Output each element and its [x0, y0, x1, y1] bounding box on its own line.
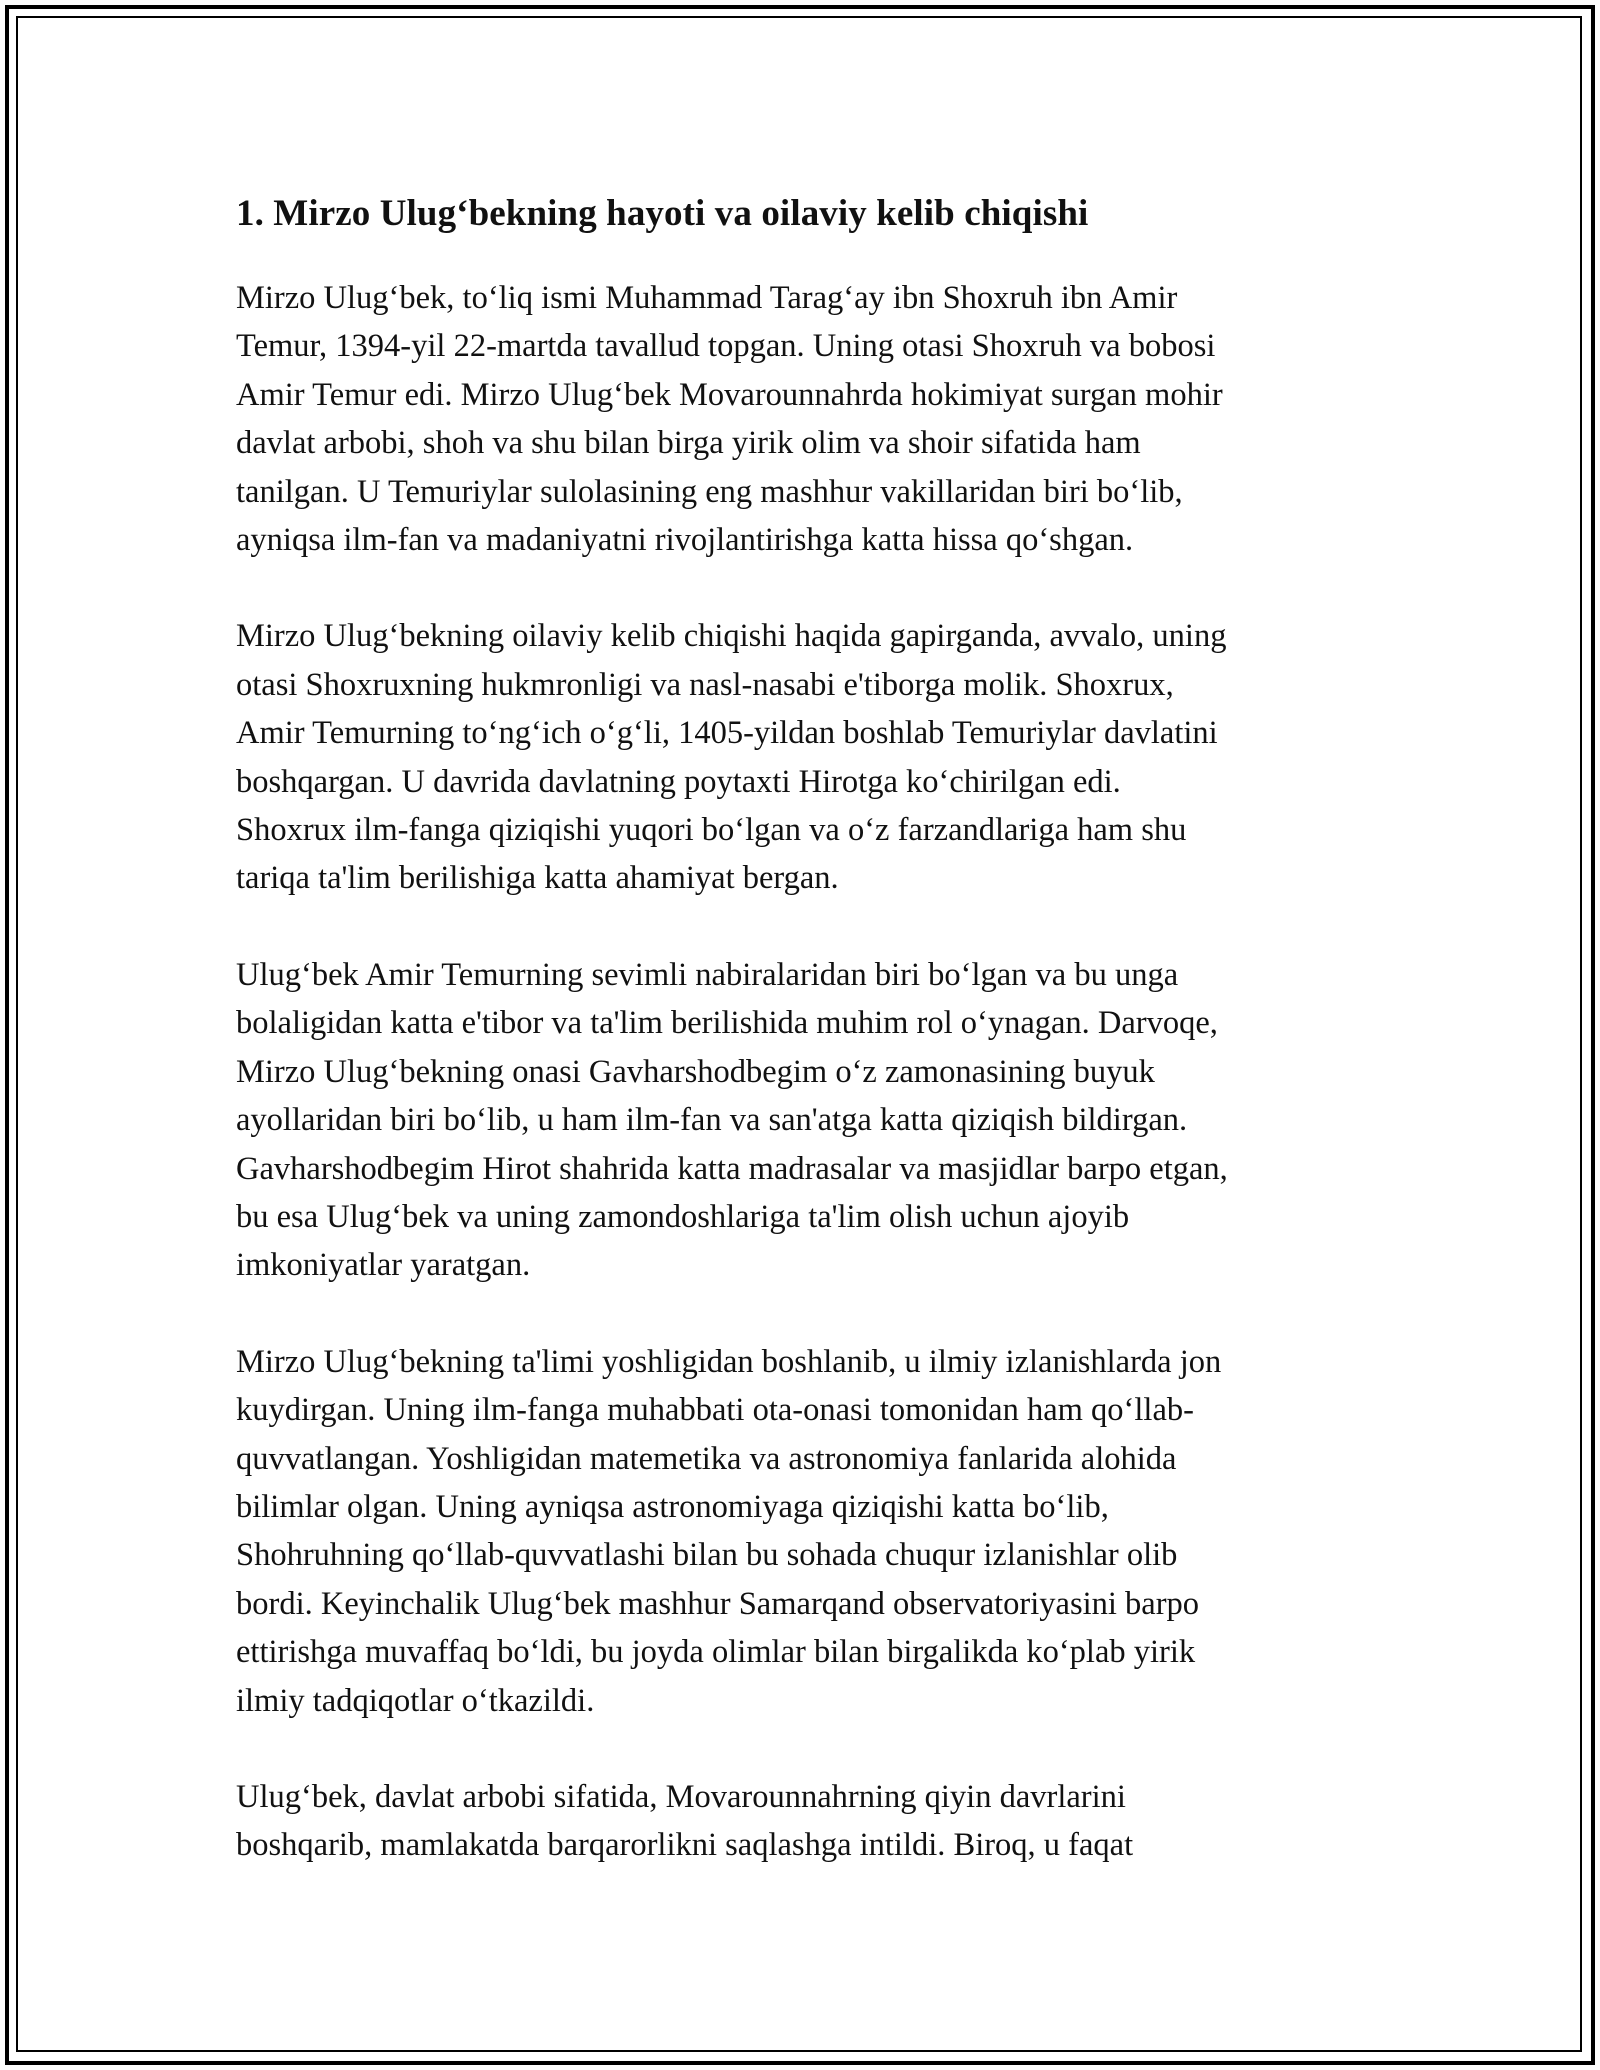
text-line: Shohruhning qo‘llab-quvvatlashi bilan bu sohada chuqur izlanishlar olib [236, 1537, 1178, 1574]
text-line: Mirzo Ulug‘bekning oilaviy kelib chiqishi haqida gapirganda, avvalo, uning [236, 618, 1227, 655]
text-line: quvvatlangan. Yoshligidan matemetika va astronomiya fanlarida alohida [236, 1440, 1177, 1477]
text-line: otasi Shoxruxning hukmronligi va nasl-nasabi e'tiborga molik. Shoxrux, [236, 666, 1174, 703]
text-line: Mirzo Ulug‘bekning onasi Gavharshodbegim o‘z zamonasining buyuk [236, 1053, 1155, 1090]
text-line: Shoxrux ilm-fanga qiziqishi yuqori bo‘lgan va o‘z farzandlariga ham shu [236, 812, 1187, 849]
paragraph-5 [236, 1773, 1366, 1870]
text-line: Amir Temur edi. Mirzo Ulug‘bek Movarounnahrda hokimiyat surgan mohir [236, 376, 1223, 413]
document-body [236, 184, 1366, 1918]
text-line: Amir Temurning to‘ng‘ich o‘g‘li, 1405-yildan boshlab Temuriylar davlatini [236, 715, 1218, 752]
text-line: ettirishga muvaffaq bo‘ldi, bu joyda olimlar bilan birgalikda ko‘plab yirik [236, 1634, 1196, 1671]
text-line: ayniqsa ilm-fan va madaniyatni rivojlantirishga katta hissa qo‘shgan. [236, 522, 1134, 559]
text-line: ilmiy tadqiqotlar o‘tkazildi. [236, 1682, 595, 1719]
paragraph-2 [236, 612, 1366, 902]
text-line: bordi. Keyinchalik Ulug‘bek mashhur Samarqand observatoriyasini barpo [236, 1585, 1200, 1622]
text-line: tanilgan. U Temuriylar sulolasining eng mashhur vakillaridan biri bo‘lib, [236, 473, 1183, 510]
text-line: Mirzo Ulug‘bekning ta'limi yoshligidan boshlanib, u ilmiy izlanishlarda jon [236, 1343, 1222, 1380]
text-line: davlat arbobi, shoh va shu bilan birga yirik olim va shoir sifatida ham [236, 425, 1141, 462]
text-line: bolaligidan katta e'tibor va ta'lim berilishida muhim rol o‘ynagan. Darvoqe, [236, 1005, 1218, 1042]
section-heading: 1. Mirzo Ulug‘bekning hayoti va oilaviy kelib chiqishi [236, 193, 1089, 234]
text-line: Mirzo Ulug‘bek, to‘liq ismi Muhammad Tarag‘ay ibn Shoxruh ibn Amir [236, 280, 1178, 316]
text-line: bilimlar olgan. Uning ayniqsa astronomiyaga qiziqishi katta bo‘lib, [236, 1488, 1109, 1525]
text-line: Ulug‘bek Amir Temurning sevimli nabiralaridan biri bo‘lgan va bu unga [236, 956, 1179, 993]
text-line: tariqa ta'lim berilishiga katta ahamiyat bergan. [236, 860, 839, 897]
text-line: ayollaridan biri bo‘lib, u ham ilm-fan va san'atga katta qiziqish bildirgan. [236, 1102, 1188, 1139]
text-line: Gavharshodbegim Hirot shahrida katta madrasalar va masjidlar barpo etgan, [236, 1150, 1228, 1187]
text-line: imkoniyatlar yaratgan. [236, 1247, 531, 1284]
text-line: boshqargan. U davrida davlatning poytaxti Hirotga ko‘chirilgan edi. [236, 763, 1121, 800]
text-line: Ulug‘bek, davlat arbobi sifatida, Movarounnahrning qiyin davrlarini [236, 1778, 1126, 1815]
text-line: Temur, 1394-yil 22-martda tavallud topgan. Uning otasi Shoxruh va bobosi [236, 328, 1216, 365]
text-line: boshqarib, mamlakatda barqarorlikni saqlashga intildi. Biroq, u faqat [236, 1827, 1134, 1864]
paragraph-3 [236, 951, 1366, 1290]
text-line: kuydirgan. Uning ilm-fanga muhabbati ota-onasi tomonidan ham qo‘llab- [236, 1392, 1194, 1429]
paragraph-4 [236, 1338, 1366, 1725]
text-line: bu esa Ulug‘bek va uning zamondoshlariga ta'lim olish uchun ajoyib [236, 1198, 1130, 1235]
paragraph-1 [236, 274, 1366, 564]
